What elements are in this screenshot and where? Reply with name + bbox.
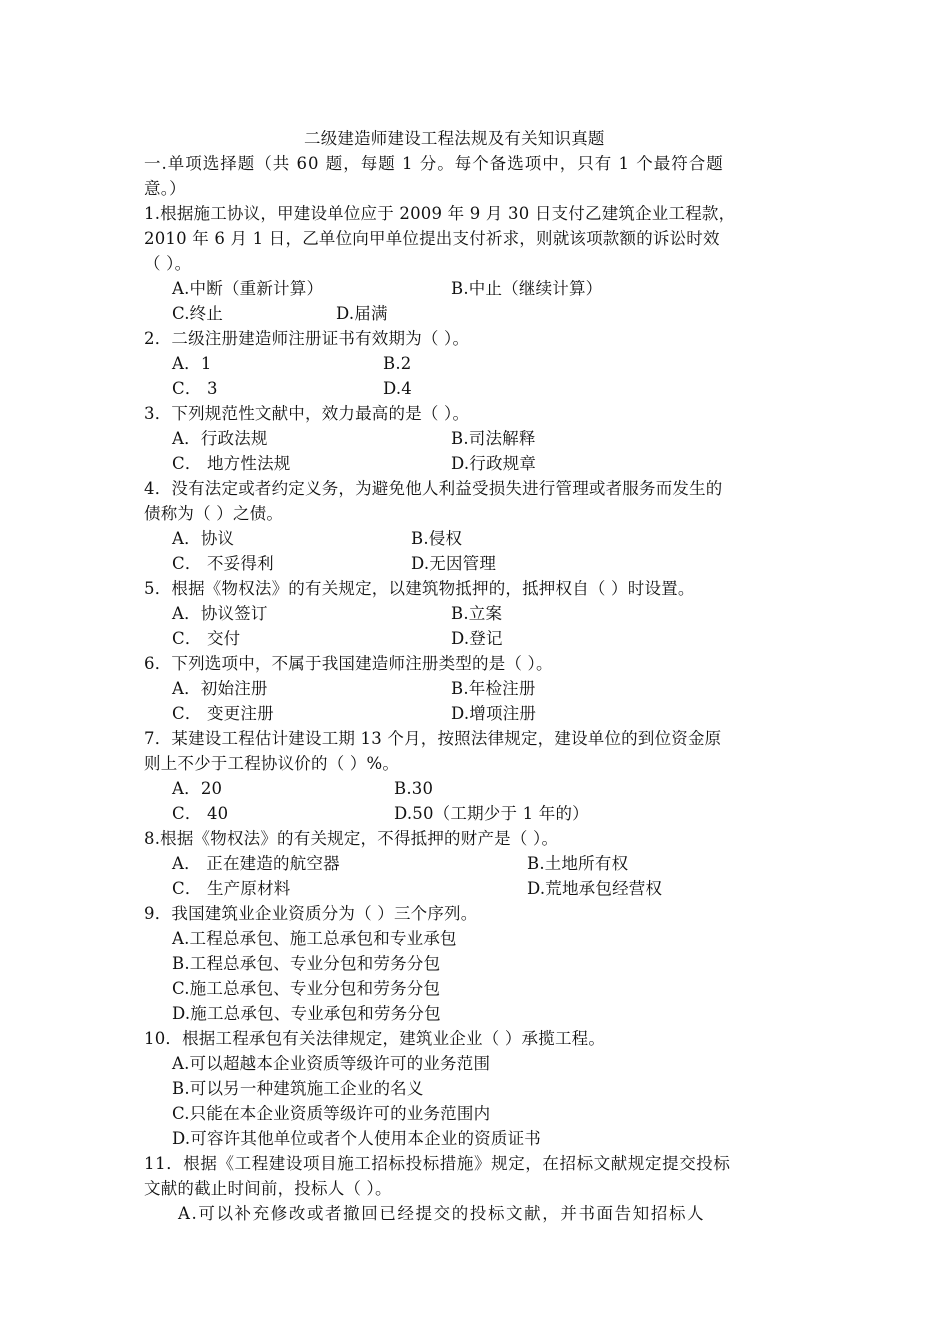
- question-11-stem: 11．根据《工程建设项目施工招标投标措施》规定，在招标文献规定提交投标: [144, 1154, 731, 1173]
- question-1-option-a: A.中断（重新计算）: [172, 279, 324, 298]
- section-heading: 一.单项选择题（共 60 题，每题 1 分。每个备选项中，只有 1 个最符合题: [144, 154, 724, 173]
- question-8-stem: 8.根据《物权法》的有关规定，不得抵押的财产是（ ）。: [144, 829, 559, 848]
- question-3-stem: 3．下列规范性文献中，效力最高的是（ ）。: [144, 404, 470, 423]
- question-7-option-b: B.30: [394, 779, 434, 798]
- question-2-option-a: A．1: [172, 354, 212, 373]
- question-1-option-c: C.终止: [172, 304, 224, 323]
- question-5-option-a: A．协议签订: [172, 604, 268, 623]
- question-9-option-c: C.施工总承包、专业分包和劳务分包: [172, 979, 441, 998]
- question-8-option-d: D.荒地承包经营权: [527, 879, 663, 898]
- question-8-option-b: B.土地所有权: [527, 854, 629, 873]
- question-7-stem: 则上不少于工程协议价的（ ）%。: [144, 754, 400, 773]
- question-6-option-b: B.年检注册: [451, 679, 536, 698]
- question-4-option-d: D.无因管理: [411, 554, 497, 573]
- question-9-option-d: D.施工总承包、专业承包和劳务分包: [172, 1004, 441, 1023]
- question-10-option-c: C.只能在本企业资质等级许可的业务范围内: [172, 1104, 491, 1123]
- question-10-stem: 10．根据工程承包有关法律规定，建筑业企业（ ）承揽工程。: [144, 1029, 606, 1048]
- question-3-option-c: C． 地方性法规: [172, 454, 291, 473]
- question-2-option-c: C． 3: [172, 379, 218, 398]
- question-10-option-d: D.可容许其他单位或者个人使用本企业的资质证书: [172, 1129, 541, 1148]
- question-6-option-c: C． 变更注册: [172, 704, 274, 723]
- question-9-option-b: B.工程总承包、专业分包和劳务分包: [172, 954, 441, 973]
- question-3-option-a: A．行政法规: [172, 429, 268, 448]
- question-1-option-b: B.中止（继续计算）: [451, 279, 603, 298]
- question-1-stem: （ ）。: [144, 254, 192, 273]
- question-1-option-d: D.届满: [336, 304, 388, 323]
- section-heading-cont: 意。）: [144, 179, 186, 198]
- question-11-option-a: A.可以补充修改或者撤回已经提交的投标文献，并书面告知招标人: [178, 1204, 706, 1223]
- question-3-option-b: B.司法解释: [451, 429, 536, 448]
- question-10-option-a: A.可以超越本企业资质等级许可的业务范围: [172, 1054, 491, 1073]
- question-5-stem: 5．根据《物权法》的有关规定，以建筑物抵押的，抵押权自（ ）时设置。: [144, 579, 695, 598]
- question-1-stem: 1.根据施工协议，甲建设单位应于 2009 年 9 月 30 日支付乙建筑企业工程款，: [144, 204, 736, 223]
- question-5-option-d: D.登记: [451, 629, 503, 648]
- question-7-option-d: D.50（工期少于 1 年的）: [394, 804, 589, 823]
- question-5-option-c: C． 交付: [172, 629, 241, 648]
- question-2-option-d: D.4: [383, 379, 412, 398]
- question-6-option-a: A．初始注册: [172, 679, 268, 698]
- question-3-option-d: D.行政规章: [451, 454, 537, 473]
- question-9-stem: 9．我国建筑业企业资质分为（ ）三个序列。: [144, 904, 478, 923]
- question-5-option-b: B.立案: [451, 604, 503, 623]
- question-6-option-d: D.增项注册: [451, 704, 537, 723]
- question-11-stem: 文献的截止时间前，投标人（ ）。: [144, 1179, 392, 1198]
- question-4-option-c: C． 不妥得利: [172, 554, 274, 573]
- question-8-option-c: C． 生产原材料: [172, 879, 291, 898]
- page-title: 二级建造师建设工程法规及有关知识真题: [304, 129, 605, 148]
- question-2-stem: 2．二级注册建造师注册证书有效期为（ ）。: [144, 329, 470, 348]
- question-4-stem: 债称为（ ）之债。: [144, 504, 284, 523]
- question-10-option-b: B.可以另一种建筑施工企业的名义: [172, 1079, 424, 1098]
- question-6-stem: 6．下列选项中，不属于我国建造师注册类型的是（ ）。: [144, 654, 553, 673]
- question-4-stem: 4．没有法定或者约定义务，为避免他人利益受损失进行管理或者服务而发生的: [144, 479, 723, 498]
- question-7-option-c: C． 40: [172, 804, 229, 823]
- question-7-option-a: A．20: [172, 779, 223, 798]
- question-8-option-a: A． 正在建造的航空器: [172, 854, 340, 873]
- question-9-option-a: A.工程总承包、施工总承包和专业承包: [172, 929, 457, 948]
- question-4-option-b: B.侵权: [411, 529, 463, 548]
- question-1-stem: 2010 年 6 月 1 日，乙单位向甲单位提出支付祈求，则就该项款额的诉讼时效: [144, 229, 720, 248]
- question-4-option-a: A．协议: [172, 529, 235, 548]
- question-7-stem: 7．某建设工程估计建设工期 13 个月，按照法律规定，建设单位的到位资金原: [144, 729, 722, 748]
- question-2-option-b: B.2: [383, 354, 412, 373]
